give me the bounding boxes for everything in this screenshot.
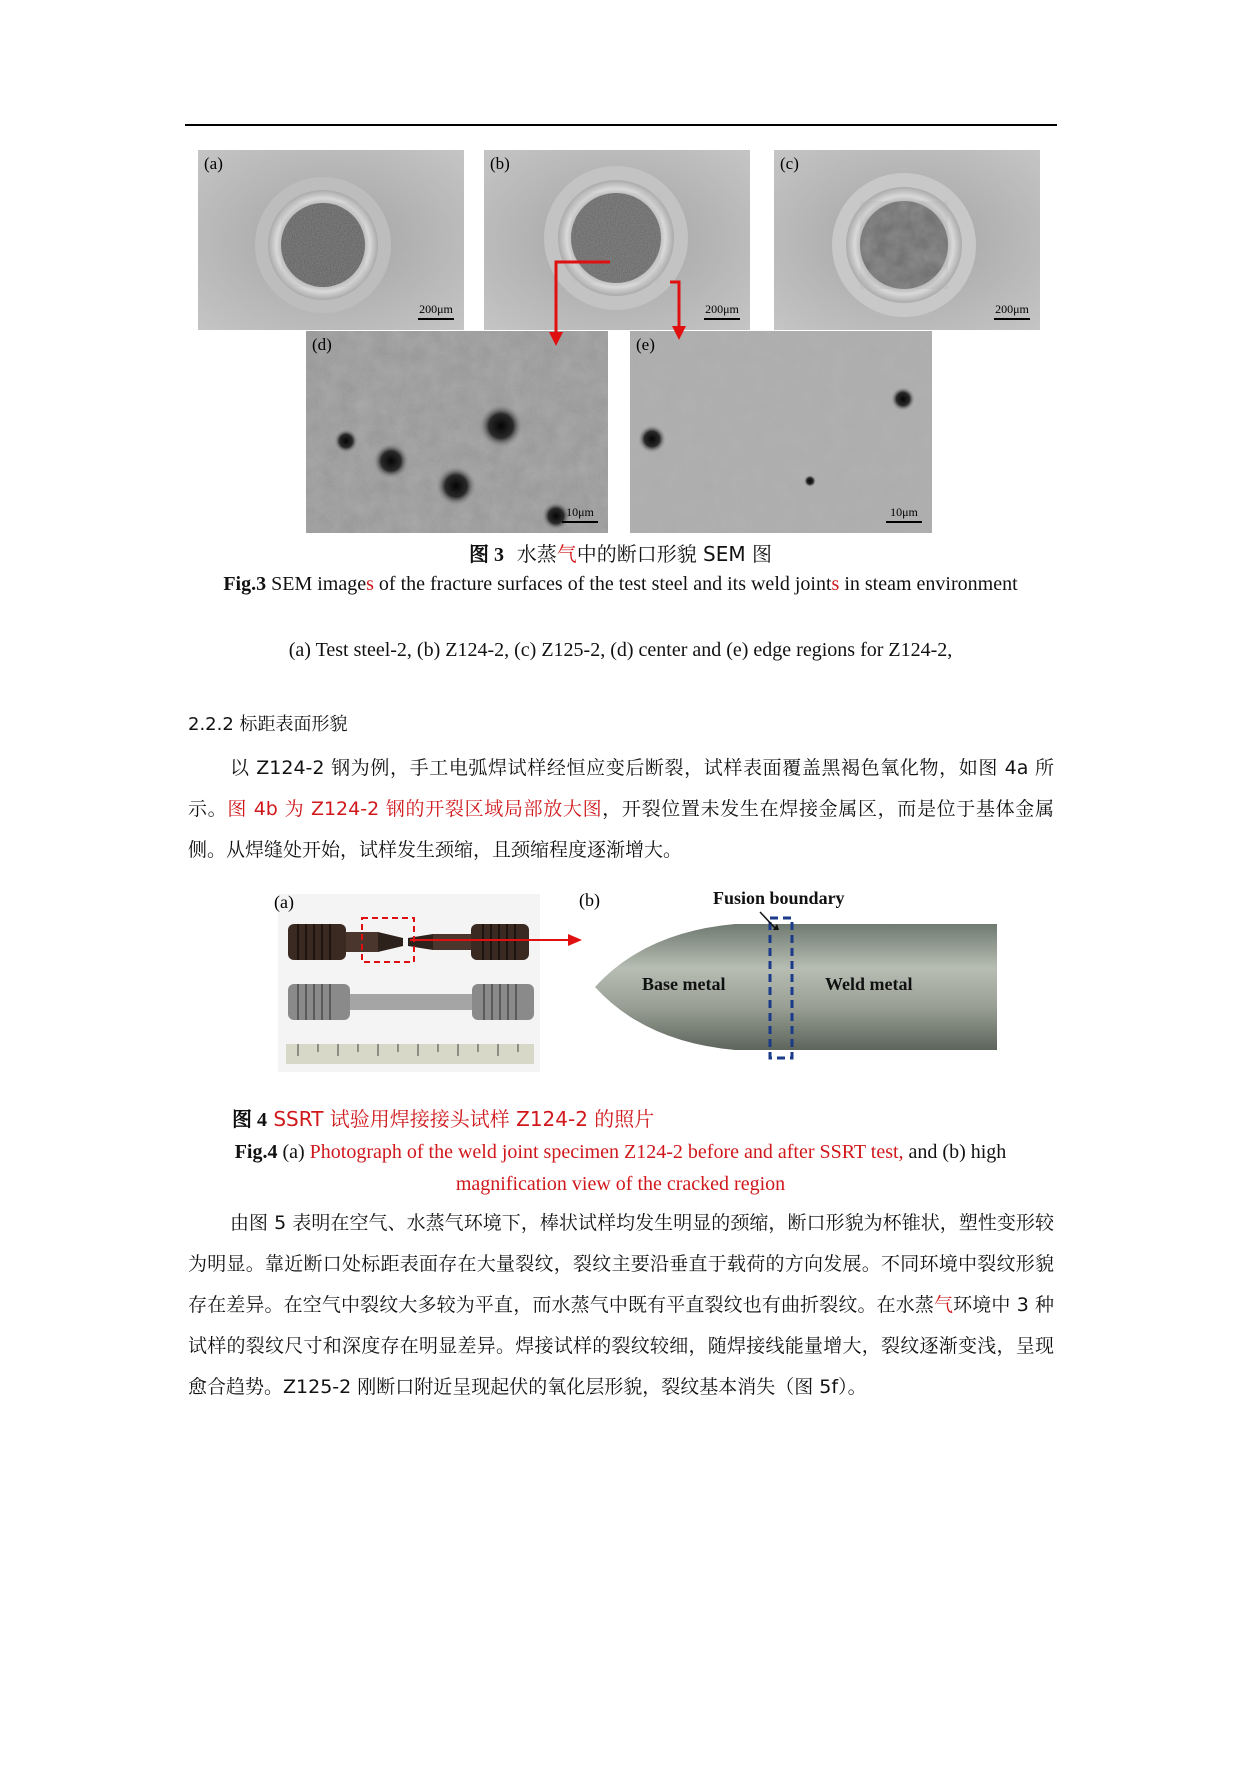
scale-bar: 10μm bbox=[886, 505, 922, 523]
zoom-arrows bbox=[0, 0, 1241, 600]
figure3-caption-subtitle: (a) Test steel-2, (b) Z124-2, (c) Z125-2, (d) center and (e) edge regions for Z124-2, bbox=[288, 639, 953, 661]
panel-label: (e) bbox=[636, 335, 655, 354]
panel-label: (b) bbox=[579, 890, 600, 910]
figure4-caption-en: Fig.4 (a) Photograph of the weld joint specimen Z124-2 before and after SSRT test, and (b) high magnification view of the cracked region bbox=[234, 1141, 1007, 1195]
weld-metal-label: Weld metal bbox=[825, 974, 913, 994]
panel-label: (b) bbox=[490, 154, 510, 173]
scale-bar: 200μm bbox=[994, 302, 1030, 320]
scale-bar: 200μm bbox=[418, 302, 454, 320]
paragraph-1: 以 Z124-2 钢为例，手工电弧焊试样经恒应变后断裂，试样表面覆盖黑褐色氧化物，如图 4a 所示。图 4b 为 Z124-2 钢的开裂区域局部放大图，开裂位置未发生在焊接金属区，而是位于基体金属侧。从焊缝处开始，试样发生颈缩，且颈缩程度逐渐增大。 bbox=[188, 757, 1054, 861]
figure3-caption-cn: 图 3 水蒸气中的断口形貌 SEM 图 bbox=[468, 542, 773, 566]
zoom-arrow bbox=[410, 930, 585, 950]
figure4-photo-b bbox=[579, 888, 1005, 1064]
panel-label: (a) bbox=[274, 892, 294, 912]
figure4-caption-cn: 图 4 SSRT 试验用焊接接头试样 Z124-2 的照片 bbox=[232, 1107, 655, 1131]
fusion-boundary-label: Fusion boundary bbox=[713, 888, 845, 908]
panel-label: (d) bbox=[312, 335, 332, 354]
base-metal-label: Base metal bbox=[642, 974, 726, 994]
section-heading: 2.2.2 标距表面形貌 bbox=[188, 714, 348, 735]
figure4-photo-a bbox=[274, 892, 540, 1072]
panel-label: (c) bbox=[780, 154, 799, 173]
scale-bar: 200μm bbox=[704, 302, 740, 320]
paragraph-2: 由图 5 表明在空气、水蒸气环境下，棒状试样均发生明显的颈缩，断口形貌为杯锥状，塑性变形较为明显。靠近断口处标距表面存在大量裂纹，裂纹主要沿垂直于载荷的方向发展。不同环境中裂纹形貌存在差异。在空气中裂纹大多较为平直，而水蒸气中既有平直裂纹也有曲折裂纹。在水蒸气环境中 3 种试样的裂纹尺寸和深度存在明显差异。焊接试样的裂纹较细，随焊接线能量增大，裂纹逐渐变浅，呈现愈合趋势。Z125-2 刚断口附近呈现起伏的氧化层形貌，裂纹基本消失（图 5f）。 bbox=[188, 1212, 1054, 1398]
scale-bar: 10μm bbox=[562, 505, 598, 523]
panel-label: (a) bbox=[204, 154, 223, 173]
figure3-caption-en: Fig.3 SEM images of the fracture surfaces of the test steel and its weld joints in steam environment bbox=[223, 573, 1018, 595]
